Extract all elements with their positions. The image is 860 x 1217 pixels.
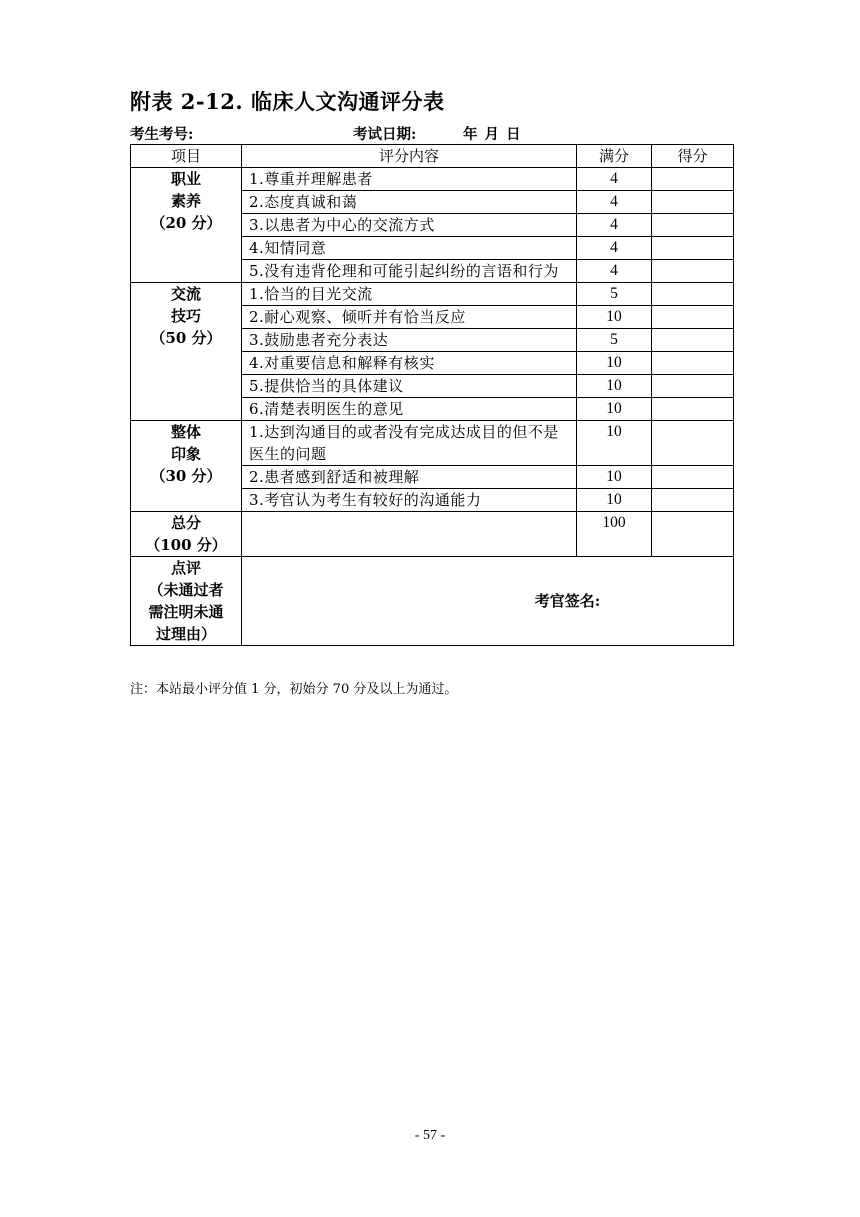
category-points: （20 分） <box>150 214 222 232</box>
item-score-cell[interactable] <box>652 489 734 512</box>
item-max-score: 4 <box>577 214 652 237</box>
header-content: 评分内容 <box>242 145 577 168</box>
category-line: 印象 <box>170 445 201 463</box>
item-score-cell[interactable] <box>652 466 734 489</box>
item-score-cell[interactable] <box>652 260 734 283</box>
category-line: 交流 <box>170 285 201 303</box>
item-max-score: 4 <box>577 191 652 214</box>
item-content: 5.没有违背伦理和可能引起纠纷的言语和行为 <box>242 260 577 283</box>
item-max-score: 4 <box>577 237 652 260</box>
item-content: 1.恰当的目光交流 <box>242 283 577 306</box>
total-label <box>131 512 242 557</box>
table-row <box>131 283 734 306</box>
category-line: 技巧 <box>170 307 201 325</box>
item-score-cell[interactable] <box>652 306 734 329</box>
table-row <box>131 168 734 191</box>
item-content: 4.知情同意 <box>242 237 577 260</box>
item-content: 2.态度真诚和蔼 <box>242 191 577 214</box>
exam-date-blank: 年 月 日 <box>463 126 522 143</box>
header-score: 得分 <box>652 145 734 168</box>
item-max-score: 10 <box>577 352 652 375</box>
item-content: 5.提供恰当的具体建议 <box>242 375 577 398</box>
item-max-score: 10 <box>577 466 652 489</box>
table-header-row <box>131 145 734 168</box>
item-score-cell[interactable] <box>652 375 734 398</box>
item-score-cell[interactable] <box>652 329 734 352</box>
item-max-score: 10 <box>577 489 652 512</box>
item-score-cell[interactable] <box>652 237 734 260</box>
header-item: 项目 <box>131 145 242 168</box>
category-line: 整体 <box>170 423 201 441</box>
item-max-score: 10 <box>577 306 652 329</box>
total-max-score: 100 <box>577 512 652 557</box>
item-content: 2.耐心观察、倾听并有恰当反应 <box>242 306 577 329</box>
examiner-signature-label: 考官签名: <box>534 592 601 610</box>
item-content: 3.考官认为考生有较好的沟通能力 <box>242 489 577 512</box>
total-label-line: 总分 <box>170 514 201 532</box>
comment-label-line: （未通过者 <box>148 581 224 599</box>
page-title: 附表 2-12. 临床人文沟通评分表 <box>130 89 445 114</box>
total-score-cell[interactable] <box>652 512 734 557</box>
exam-date-label: 考试日期: <box>353 126 417 143</box>
item-max-score: 10 <box>577 421 652 466</box>
category-line: 素养 <box>170 192 201 210</box>
exam-info-line <box>130 123 732 143</box>
item-max-score: 10 <box>577 375 652 398</box>
category-points: （50 分） <box>150 329 222 347</box>
comment-label-line: 需注明未通 <box>148 603 224 621</box>
page-number: - 57 - <box>414 1128 446 1143</box>
item-score-cell[interactable] <box>652 283 734 306</box>
item-max-score: 10 <box>577 398 652 421</box>
total-content-cell <box>242 512 577 557</box>
item-score-cell[interactable] <box>652 214 734 237</box>
item-content: 3.以患者为中心的交流方式 <box>242 214 577 237</box>
item-content: 1.达到沟通目的或者没有完成达成目的但不是医生的问题 <box>242 421 577 466</box>
total-row <box>131 512 734 557</box>
item-max-score: 5 <box>577 329 652 352</box>
item-content: 2.患者感到舒适和被理解 <box>242 466 577 489</box>
exam-number-label: 考生考号: <box>130 126 194 143</box>
category-professionalism <box>131 168 242 283</box>
comment-label-line: 过理由） <box>155 625 216 643</box>
header-max-score: 满分 <box>577 145 652 168</box>
category-points: （30 分） <box>150 467 222 485</box>
item-content: 4.对重要信息和解释有核实 <box>242 352 577 375</box>
comment-label <box>131 557 242 646</box>
comment-row <box>131 557 734 646</box>
footnote: 注：本站最小评分值 1 分，初始分 70 分及以上为通过。 <box>130 682 458 697</box>
item-content: 1.尊重并理解患者 <box>242 168 577 191</box>
total-points: （100 分） <box>145 536 227 554</box>
category-communication-skills <box>131 283 242 421</box>
item-max-score: 5 <box>577 283 652 306</box>
item-content: 3.鼓励患者充分表达 <box>242 329 577 352</box>
item-score-cell[interactable] <box>652 352 734 375</box>
item-max-score: 4 <box>577 168 652 191</box>
score-table <box>130 144 734 646</box>
item-score-cell[interactable] <box>652 398 734 421</box>
examiner-signature-cell[interactable] <box>242 557 734 646</box>
item-score-cell[interactable] <box>652 191 734 214</box>
category-line: 职业 <box>170 170 201 188</box>
comment-label-line: 点评 <box>170 559 201 577</box>
item-content: 6.清楚表明医生的意见 <box>242 398 577 421</box>
category-overall-impression <box>131 421 242 512</box>
table-row <box>131 421 734 466</box>
item-max-score: 4 <box>577 260 652 283</box>
item-score-cell[interactable] <box>652 168 734 191</box>
item-score-cell[interactable] <box>652 421 734 466</box>
